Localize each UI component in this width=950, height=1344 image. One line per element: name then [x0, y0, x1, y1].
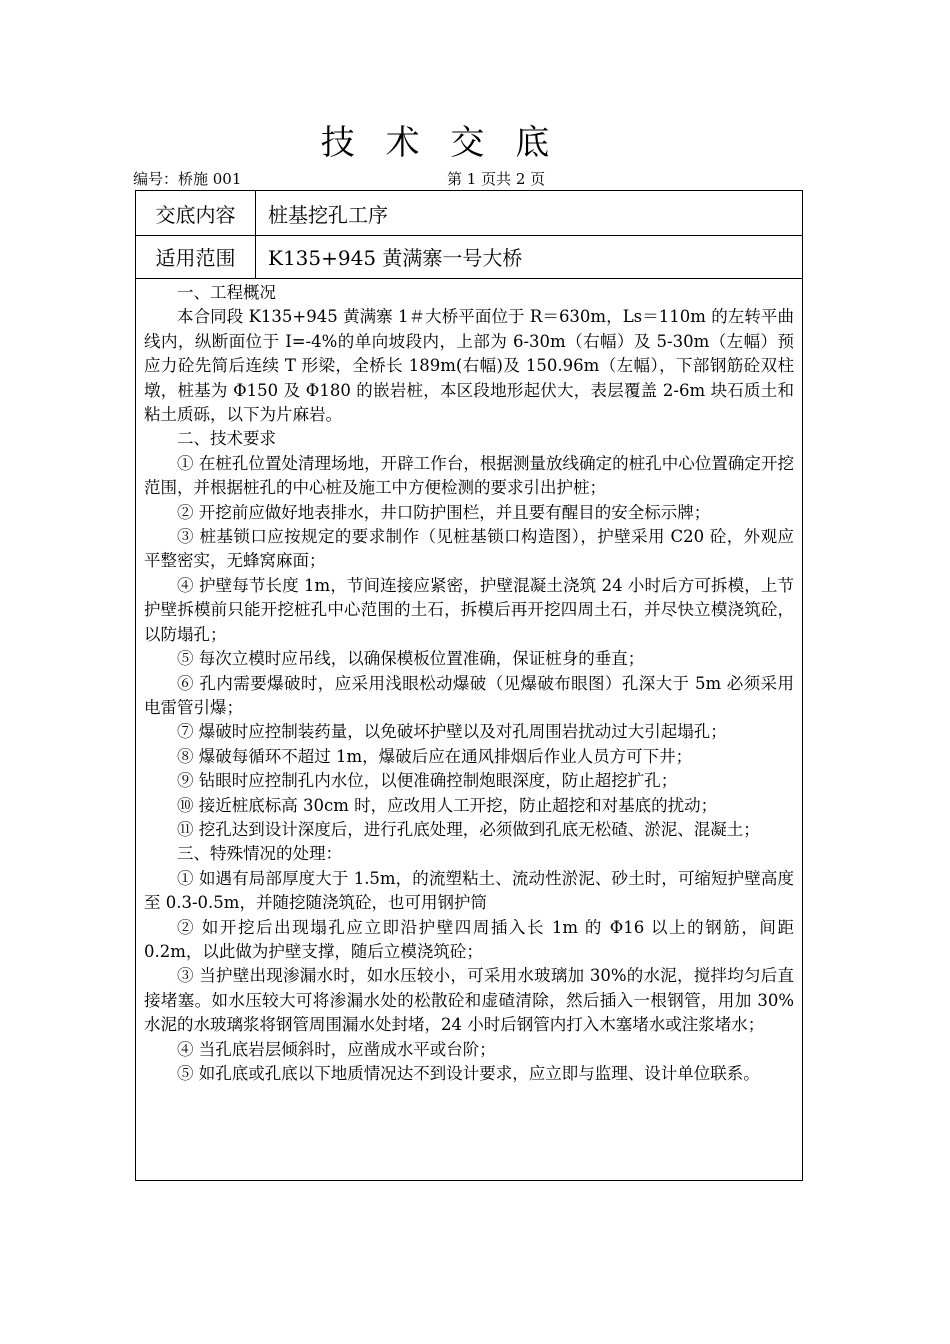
section-heading-overview: 一、工程概况 — [177, 283, 276, 302]
content-row — [136, 191, 802, 236]
special-item: ⑤ 如孔底或孔底以下地质情况达不到设计要求，应立即与监理、设计单位联系。 — [177, 1064, 760, 1083]
scope-value: K135+945 黄满寨一号大桥 — [268, 246, 523, 270]
paragraph: 本合同段 K135+945 黄满寨 1＃大桥平面位于 R＝630m，Ls＝110m 的左转平曲线内，纵断面位于 I=-4%的单向坡段内，上部为 6-30m（右幅）及 5-30m（左幅）预应力砼先简后连续 T 形梁，全桥长 189m(右幅)及 150.96m（左幅），下部钢筋砼双柱墩，桩基为 Φ150 及 Φ180 的嵌岩桩，本区段地形起伏大，表层覆盖 2-6m 块石质土和粘土质砾，以下为片麻岩。 — [144, 307, 794, 425]
special-item: ③ 当护壁出现渗漏水时，如水压较小，可采用水玻璃加 30%的水泥，搅拌均匀后直接堵塞。如水压较大可将渗漏水处的松散砼和虚碴清除，然后插入一根钢管，用加 30%水泥的水玻璃浆将钢管周围漏水处封堵，24 小时后钢管内打入木塞堵水或注浆堵水； — [144, 966, 794, 1035]
special-item: ① 如遇有局部厚度大于 1.5m，的流塑粘土、流动性淤泥、砂土时，可缩短护壁高度至 0.3-0.5m，并随挖随浇筑砼，也可用钢护筒 — [144, 868, 794, 913]
special-item: ② 如开挖后出现塌孔应立即沿护壁四周插入长 1m 的 Φ16 以上的钢筋，间距 0.2m，以此做为护壁支撑，随后立模浇筑砼； — [144, 917, 794, 961]
requirement-item: ⑪ 挖孔达到设计深度后，进行孔底处理，必须做到孔底无松碴、淤泥、混凝土； — [177, 819, 760, 839]
requirement-item: ② 开挖前应做好地表排水，井口防护围栏，并且要有醒目的安全标示牌； — [177, 502, 711, 522]
disclosure-form — [135, 190, 803, 1181]
page-indicator: 第 1 页共 2 页 — [447, 170, 546, 188]
requirement-item: ④ 护壁每节长度 1m，节间连接应紧密，护壁混凝土浇筑 24 小时后方可拆模，上节护壁拆模前只能开挖桩孔中心范围的土石，拆模后再开挖四周土石，并尽快立模浇筑砼，以防塌孔； — [144, 575, 794, 644]
requirement-item: ⑤ 每次立模时应吊线，以确保模板位置准确，保证桩身的垂直； — [177, 649, 645, 669]
scope-row — [136, 235, 802, 279]
requirement-item: ③ 桩基锁口应按规定的要求制作（见桩基锁口构造图），护壁采用 C20 砼，外观应平整密实，无蜂窝麻面； — [144, 527, 794, 571]
content-value: 桩基挖孔工序 — [268, 202, 388, 227]
document-title: 技 术 交 底 — [320, 123, 560, 163]
content-label: 交底内容 — [136, 191, 256, 235]
requirement-item: ⑧ 爆破每循环不超过 1m，爆破后应在通风排烟后作业人员方可下井； — [177, 746, 693, 766]
requirement-item: ① 在桩孔位置处清理场地，开辟工作台，根据测量放线确定的桩孔中心位置确定开挖范围，并根据桩孔的中心桩及施工中方便检测的要求引出护桩； — [144, 453, 794, 498]
requirement-item: ⑦ 爆破时应控制装药量，以免破坏护壁以及对孔周围岩扰动过大引起塌孔； — [177, 722, 727, 742]
special-item: ④ 当孔底岩层倾斜时，应凿成水平或台阶； — [177, 1039, 496, 1059]
scope-label: 适用范围 — [136, 235, 256, 278]
section-heading-requirements: 二、技术要求 — [177, 429, 276, 449]
requirement-item: ⑥ 孔内需要爆破时，应采用浅眼松动爆破（见爆破布眼图）孔深大于 5m 必须采用电雷管引爆； — [144, 673, 794, 717]
section-heading-special: 三、特殊情况的处理： — [177, 844, 342, 864]
disclosure-body — [144, 281, 794, 1086]
requirement-item: ⑨ 钻眼时应控制孔内水位，以便准确控制炮眼深度，防止超挖扩孔； — [177, 771, 678, 791]
document-number: 编号：桥施 001 — [133, 170, 242, 188]
requirement-item: ⑩ 接近桩底标高 30cm 时，应改用人工开挖，防止超挖和对基底的扰动； — [177, 795, 718, 815]
